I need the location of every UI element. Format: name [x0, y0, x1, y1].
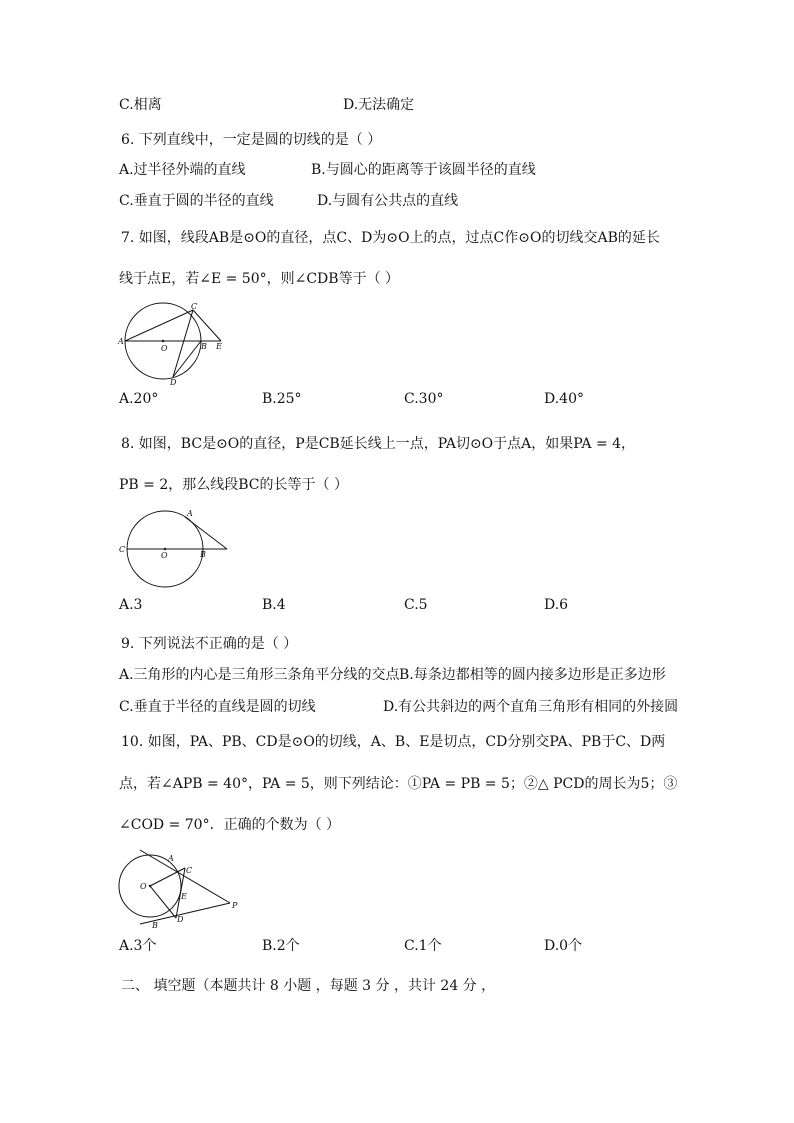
- q8-option-d: D.6: [544, 597, 569, 613]
- q10-stem-line-1: 10. 如图，PA、PB、CD是⊙O的切线，A、B、E是切点，CD分别交PA、PB于C、D两: [121, 734, 666, 750]
- q10-segment-od: [150, 886, 176, 918]
- q5-option-d: D.无法确定: [343, 97, 415, 113]
- q8-option-b: B.4: [262, 597, 286, 613]
- q9-option-c: C.垂直于半径的直线是圆的切线: [119, 699, 316, 715]
- q9-option-d: D.有公共斜边的两个直角三角形有相同的外接圆: [383, 699, 679, 715]
- q9-stem: 9. 下列说法不正确的是（ ）: [121, 636, 298, 652]
- q10-label-a: A: [168, 854, 174, 863]
- q8-stem-line-1: 8. 如图，BC是⊙O的直径，P是CB延长线上一点，PA切⊙O于点A，如果PA = 4，: [121, 436, 636, 452]
- q7-chord-cd: [173, 310, 193, 377]
- q10-label-e: E: [181, 892, 187, 901]
- q10-stem-line-3: ∠COD = 70°．正确的个数为（ ）: [119, 817, 341, 833]
- q6-option-d: D.与圆有公共点的直线: [317, 193, 459, 209]
- q7-label-c: C: [191, 302, 198, 311]
- q7-label-d: D: [170, 378, 177, 386]
- q7-label-e: E: [216, 342, 222, 351]
- q10-option-b: B.2个: [262, 938, 300, 954]
- q10-center-dot: [149, 885, 151, 887]
- q8-label-b: B: [200, 550, 206, 559]
- q7-option-d: D.40°: [544, 391, 584, 407]
- q8-label-a: A: [187, 509, 193, 518]
- q7-option-c: C.30°: [404, 391, 444, 407]
- q9-option-a: A.三角形的内心是三角形三条角平分线的交点: [119, 667, 400, 683]
- q7-label-b: B: [201, 342, 207, 351]
- q7-option-b: B.25°: [262, 391, 302, 407]
- q10-label-o: O: [140, 882, 147, 891]
- q6-option-b: B.与圆心的距离等于该圆半径的直线: [311, 162, 536, 178]
- q7-stem-line-2: 线于点E，若∠E = 50°，则∠CDB等于（ ）: [119, 271, 400, 287]
- q9-option-b: B.每条边都相等的圆内接多边形是正多边形: [399, 667, 666, 683]
- q7-label-o: O: [161, 344, 168, 353]
- q10-option-d: D.0个: [544, 938, 583, 954]
- q6-option-a: A.过半径外端的直线: [119, 162, 246, 178]
- q5-option-c: C.相离: [119, 97, 162, 113]
- q10-figure: [112, 848, 242, 930]
- q10-option-a: A.3个: [119, 938, 157, 954]
- q10-option-c: C.1个: [404, 938, 442, 954]
- q6-stem: 6. 下列直线中，一定是圆的切线的是（ ）: [121, 132, 382, 148]
- q10-label-d: D: [177, 915, 184, 924]
- q8-stem-line-2: PB = 2，那么线段BC的长等于（ ）: [119, 477, 348, 493]
- q10-stem-line-2: 点，若∠APB = 40°，PA = 5，则下列结论：①PA = PB = 5；②△ PCD的周长为5；③: [119, 776, 678, 792]
- q10-label-p: P: [232, 901, 238, 910]
- q8-tangent-pa: [185, 517, 227, 549]
- q7-label-a: A: [118, 337, 124, 346]
- q7-center-dot: [162, 340, 164, 342]
- q7-option-a: A.20°: [119, 391, 159, 407]
- q10-label-c: C: [186, 866, 193, 875]
- q8-label-o: O: [161, 551, 168, 560]
- q8-center-dot: [164, 548, 166, 550]
- section-2-heading: 二、 填空题（本题共计 8 小题 ，每题 3 分 ，共计 24 分 ，: [121, 978, 496, 994]
- q10-label-b: B: [152, 921, 158, 930]
- q6-option-c: C.垂直于圆的半径的直线: [119, 193, 274, 209]
- q8-option-c: C.5: [404, 597, 428, 613]
- q8-option-a: A.3: [119, 597, 143, 613]
- q8-figure: [115, 505, 235, 591]
- q7-stem-line-1: 7. 如图，线段AB是⊙O的直径，点C、D为⊙O上的点，过点C作⊙O的切线交AB的延长: [121, 230, 660, 246]
- q7-figure: [115, 300, 235, 386]
- q8-label-c: C: [119, 545, 126, 554]
